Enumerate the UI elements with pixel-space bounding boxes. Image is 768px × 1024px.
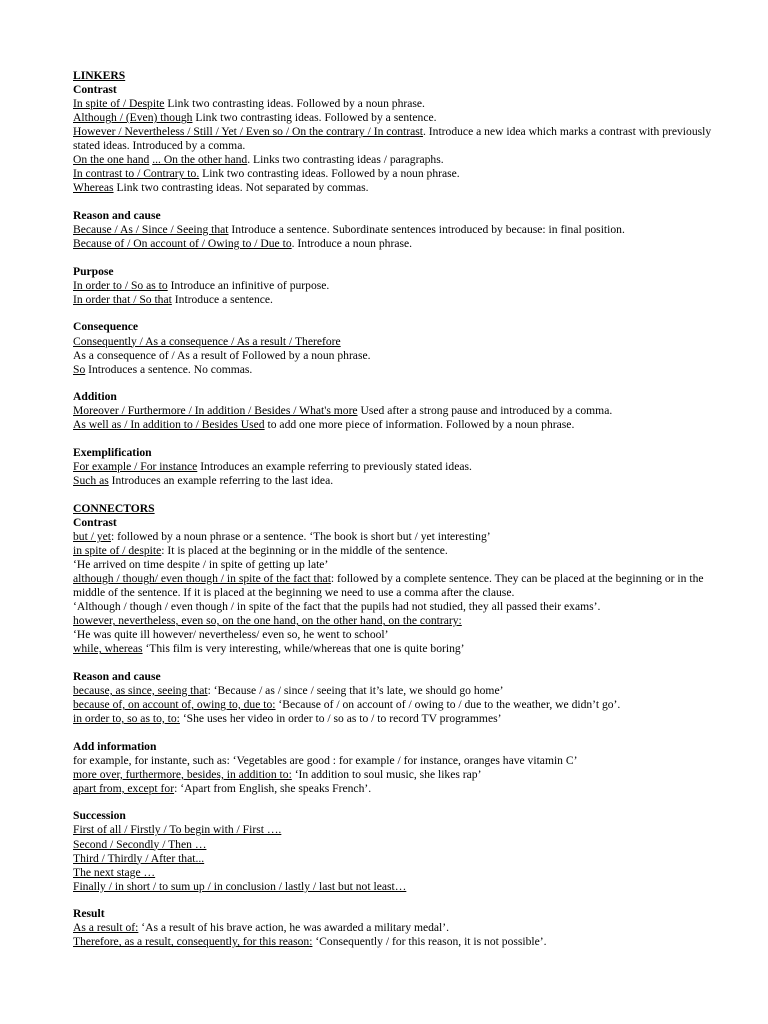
- section-title: Contrast: [73, 83, 117, 97]
- section-linkers-5: [73, 446, 728, 488]
- linker-term: In spite of / Despite: [73, 97, 165, 111]
- explanation: for example, for instante, such as: ‘Vegetables are good : for example / for instance, oranges have vitamin C’: [73, 753, 578, 767]
- linker-term: Moreover / Furthermore / In addition / Besides / What's more: [73, 404, 358, 418]
- linker-term: because of, on account of, owing to, due to:: [73, 697, 276, 711]
- text-line: [73, 125, 728, 153]
- explanation: Introduces an example referring to the last idea.: [108, 474, 334, 488]
- text-line: [73, 754, 728, 768]
- text-line: [73, 293, 728, 307]
- text-line: [73, 921, 728, 935]
- explanation: Introduce a sentence. Subordinate sentences introduced by because: in final position.: [228, 223, 625, 237]
- text-line: [73, 698, 728, 712]
- section-title: Contrast: [73, 515, 117, 529]
- linker-term: As well as / In addition to / Besides Used: [73, 418, 265, 432]
- text-line: [73, 823, 728, 837]
- linker-term: Although / (Even) though: [73, 111, 193, 125]
- explanation: Link two contrasting ideas. Followed by a sentence.: [192, 111, 437, 125]
- spacer: [73, 796, 728, 810]
- explanation: ‘Although / though / even though / in spite of the fact that the pupils had not studied, they all passed their exams’.: [73, 600, 601, 614]
- text-line: [73, 712, 728, 726]
- section-title: Add information: [73, 739, 157, 753]
- explanation: to add one more piece of information. Followed by a noun phrase.: [264, 418, 575, 432]
- explanation: As a consequence of / As a result of Followed by a noun phrase.: [73, 348, 371, 362]
- explanation: ‘She uses her video in order to / so as to / to record TV programmes’: [179, 711, 502, 725]
- spacer: [73, 894, 728, 908]
- text-line: [73, 237, 728, 251]
- text-line: [73, 181, 728, 195]
- text-line: [73, 223, 728, 237]
- heading-connectors: CONNECTORS: [73, 501, 155, 515]
- linker-term: more over, furthermore, besides, in addition to:: [73, 767, 292, 781]
- linker-term: However / Nevertheless / Still / Yet / Even so / On the contrary / In contrast: [73, 125, 423, 139]
- linker-term: Second / Secondly / Then …: [73, 837, 207, 851]
- text-line: [73, 363, 728, 377]
- linker-term: Therefore, as a result, consequently, for this reason:: [73, 935, 313, 949]
- explanation: ‘Consequently / for this reason, it is not possible’.: [312, 935, 547, 949]
- text-line: [73, 600, 728, 614]
- explanation: ‘As a result of his brave action, he was awarded a military medal’.: [138, 921, 450, 935]
- linker-term: First of all / Firstly / To begin with / First ….: [73, 823, 282, 837]
- explanation: Introduces a sentence. No commas.: [85, 362, 253, 376]
- explanation: Link two contrasting ideas. Followed by a noun phrase.: [199, 167, 460, 181]
- text-line: [73, 614, 728, 628]
- text-line: [73, 852, 728, 866]
- explanation: : ‘Because / as / since / seeing that it’s late, we should go home’: [207, 683, 504, 697]
- text-line: [73, 474, 728, 488]
- text-line: [73, 460, 728, 474]
- linker-term: In order to / So as to: [73, 278, 168, 292]
- text-line: [73, 404, 728, 418]
- spacer: [73, 377, 728, 391]
- section-title: Consequence: [73, 320, 139, 334]
- spacer: [73, 307, 728, 321]
- text-line: [73, 418, 728, 432]
- explanation: Link two contrasting ideas. Followed by a noun phrase.: [164, 97, 425, 111]
- section-linkers-1: [73, 209, 728, 251]
- linker-term: As a result of:: [73, 921, 139, 935]
- section-connectors-3: [73, 809, 728, 893]
- explanation: ‘This film is very interesting, while/whereas that one is quite boring’: [142, 642, 465, 656]
- section-title: Succession: [73, 809, 126, 823]
- linker-term: although / though/ even though / in spite of the fact that: [73, 571, 331, 585]
- linker-term: Whereas: [73, 181, 114, 195]
- linker-term: Because of / On account of / Owing to / Due to: [73, 237, 292, 251]
- explanation: . Introduce a new idea which marks a contrast with previously stated ideas. Introduced by a comma.: [73, 125, 712, 153]
- section-connectors-4: [73, 907, 728, 949]
- explanation: ‘In addition to soul music, she likes rap’: [291, 767, 482, 781]
- section-connectors-2: [73, 740, 728, 796]
- section-title: Purpose: [73, 264, 114, 278]
- explanation: ‘He was quite ill however/ nevertheless/ even so, he went to school’: [73, 628, 389, 642]
- explanation: ‘He arrived on time despite / in spite of getting up late’: [73, 557, 329, 571]
- spacer: [73, 432, 728, 446]
- text-line: [73, 279, 728, 293]
- section-title: Reason and cause: [73, 669, 161, 683]
- text-line: [73, 935, 728, 949]
- linker-term: The next stage …: [73, 865, 156, 879]
- section-linkers-3: [73, 320, 728, 376]
- explanation: : followed by a complete sentence. They can be placed at the beginning or in the middle of the sentence. If it is placed at the beginning we need to use a comma after the clause.: [73, 571, 704, 600]
- explanation: : followed by a noun phrase or a sentence. ‘The book is short but / yet interesting’: [111, 529, 491, 543]
- text-line: [73, 558, 728, 572]
- linker-term: however, nevertheless, even so, on the one hand, on the other hand, on the contrary:: [73, 614, 462, 628]
- explanation: Used after a strong pause and introduced by a comma.: [357, 404, 613, 418]
- text-line: [73, 642, 728, 656]
- text-line: [73, 335, 728, 349]
- section-title: Addition: [73, 390, 117, 404]
- explanation: Introduce an infinitive of purpose.: [167, 278, 330, 292]
- text-line: [73, 111, 728, 125]
- explanation: Link two contrasting ideas. Not separated by commas.: [113, 181, 369, 195]
- text-line: [73, 572, 728, 600]
- linker-term: On the one hand: [73, 153, 150, 167]
- linker-term: Because / As / Since / Seeing that: [73, 223, 229, 237]
- section-linkers-4: [73, 390, 728, 432]
- linker-term: apart from, except for: [73, 781, 175, 795]
- text-line: [73, 684, 728, 698]
- heading-linkers: LINKERS: [73, 69, 126, 82]
- linker-term: Such as: [73, 474, 109, 488]
- explanation: Introduce a sentence.: [171, 292, 273, 306]
- linker-term: Third / Thirdly / After that...: [73, 851, 205, 865]
- text-line: [73, 530, 728, 544]
- section-connectors-1: [73, 670, 728, 726]
- text-line: [73, 167, 728, 181]
- linker-term: in order to, so as to, to:: [73, 711, 180, 725]
- section-title: Exemplification: [73, 446, 152, 459]
- explanation: : It is placed at the beginning or in the middle of the sentence.: [161, 543, 448, 557]
- text-line: [73, 628, 728, 642]
- document-content: [73, 69, 728, 949]
- text-line: [73, 97, 728, 111]
- section-title: Reason and cause: [73, 209, 161, 223]
- section-linkers-0: [73, 83, 728, 195]
- explanation: ‘Because of / on account of / owing to / due to the weather, we didn’t go’.: [275, 697, 621, 711]
- spacer: [73, 656, 728, 670]
- explanation: . Links two contrasting ideas / paragraphs.: [247, 153, 444, 167]
- explanation: . Introduce a noun phrase.: [291, 237, 413, 251]
- text-line: [73, 349, 728, 363]
- text-line: [73, 880, 728, 894]
- linker-term: Consequently / As a consequence / As a result / Therefore: [73, 334, 341, 348]
- linker-term: ... On the other hand: [152, 153, 248, 167]
- spacer: [73, 488, 728, 502]
- section-title: Result: [73, 907, 105, 921]
- text-line: [73, 768, 728, 782]
- linker-term: Finally / in short / to sum up / in conclusion / lastly / last but not least…: [73, 879, 407, 893]
- spacer: [73, 195, 728, 209]
- text-line: [73, 782, 728, 796]
- linker-term: because, as since, seeing that: [73, 683, 208, 697]
- section-linkers-2: [73, 265, 728, 307]
- linker-term: while, whereas: [73, 642, 143, 656]
- explanation: Introduces an example referring to previously stated ideas.: [197, 460, 472, 474]
- text-line: [73, 866, 728, 880]
- text-line: [73, 153, 728, 167]
- linker-term: In contrast to / Contrary to.: [73, 167, 200, 181]
- text-line: [73, 838, 728, 852]
- linker-term: In order that / So that: [73, 292, 172, 306]
- linker-term: So: [73, 362, 86, 376]
- spacer: [73, 251, 728, 265]
- linker-term: in spite of / despite: [73, 543, 162, 557]
- linker-term: but / yet: [73, 529, 111, 543]
- explanation: : ‘Apart from English, she speaks French’.: [174, 781, 372, 795]
- text-line: [73, 544, 728, 558]
- spacer: [73, 726, 728, 740]
- linker-term: For example / For instance: [73, 460, 198, 474]
- section-connectors-0: [73, 516, 728, 656]
